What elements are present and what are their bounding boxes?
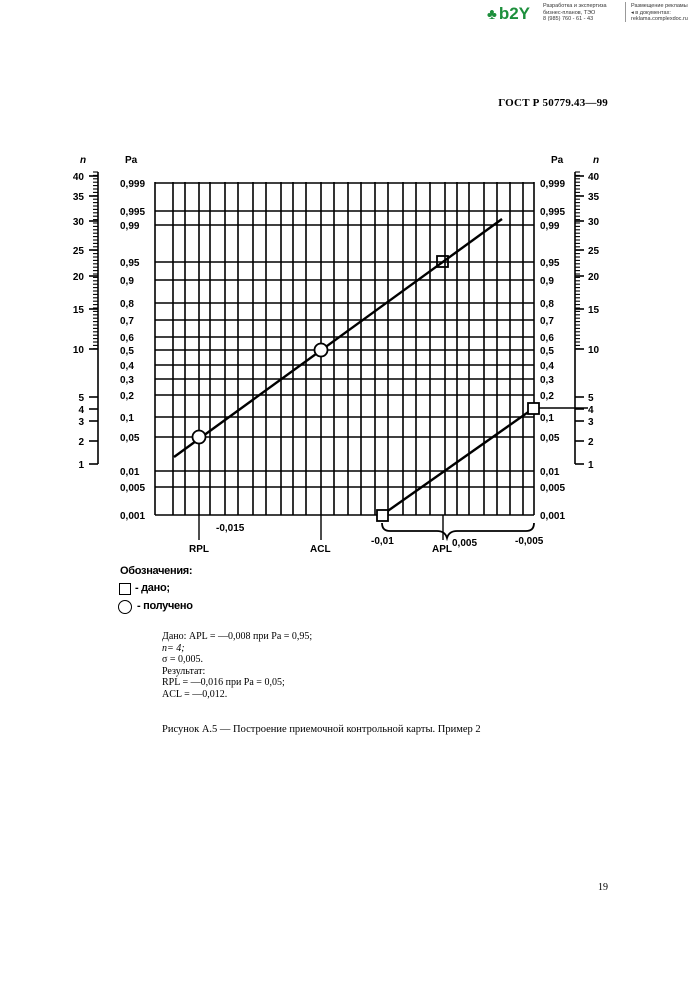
pa-label-left: 0,001 <box>120 511 146 522</box>
pa-label-right: 0,9 <box>540 276 554 287</box>
x-label-x2: 0,005 <box>452 538 478 549</box>
pa-label-left: 0,7 <box>120 316 134 327</box>
n-label-left: 25 <box>72 246 84 257</box>
left-pa-header: Pa <box>125 155 138 166</box>
n-label-right: 3 <box>588 417 594 428</box>
page-number: 19 <box>598 882 608 893</box>
n4-square-marker <box>528 403 539 414</box>
n-label-left: 4 <box>78 405 84 416</box>
x-label-x1: -0,01 <box>371 536 394 547</box>
circle-marker-icon <box>118 600 132 614</box>
n-label-right: 25 <box>588 246 600 257</box>
x-label-x3: -0,005 <box>515 536 544 547</box>
pa-label-right: 0,999 <box>540 179 566 190</box>
x-label-acl: ACL <box>310 544 331 555</box>
banner-ad-info: Размещение рекламы ◂ в документах: reklama.complexdoc.ru <box>631 3 688 22</box>
pa-label-left: 0,3 <box>120 375 134 386</box>
n-label-left: 20 <box>72 272 84 283</box>
n-label-right: 15 <box>588 305 600 316</box>
n-label-left: 30 <box>72 217 84 228</box>
pa-label-right: 0,95 <box>540 258 560 269</box>
n-label-left: 40 <box>72 172 84 183</box>
n-label-left: 1 <box>78 460 84 471</box>
n-label-left: 5 <box>78 393 84 404</box>
n-label-right: 35 <box>588 192 600 203</box>
pa-label-right: 0,001 <box>540 511 566 522</box>
pa-label-right: 0,01 <box>540 467 560 478</box>
pa-label-right: 0,1 <box>540 413 554 424</box>
pa-label-left: 0,05 <box>120 433 140 444</box>
pa-label-left: 0,4 <box>120 361 134 372</box>
legend-obtained: - получено <box>137 600 193 612</box>
x-label-apl: APL <box>432 544 452 555</box>
pa-label-left: 0,2 <box>120 391 134 402</box>
given-result-block: Дано: APL = —0,008 при Pa = 0,95; n= 4; σ = 0,005. Результат: RPL = —0,016 при Pa = 0,05; ACL = —0,012. <box>162 631 313 700</box>
pa-label-left: 0,8 <box>120 299 134 310</box>
pa-label-right: 0,4 <box>540 361 554 372</box>
n-label-right: 10 <box>588 345 600 356</box>
pa-label-right: 0,8 <box>540 299 554 310</box>
n-label-right: 4 <box>588 405 594 416</box>
square-marker-icon <box>119 583 131 595</box>
b2y-logo[interactable]: ♣ b2Y <box>487 4 531 23</box>
pa-label-left: 0,01 <box>120 467 140 478</box>
document-code: ГОСТ Р 50779.43—99 <box>498 97 608 109</box>
n-label-right: 1 <box>588 460 594 471</box>
legend-given: - дано; <box>135 582 170 594</box>
right-pa-header: Pa <box>551 155 564 166</box>
n-label-right: 20 <box>588 272 600 283</box>
pa-label-left: 0,005 <box>120 483 146 494</box>
pa-label-right: 0,005 <box>540 483 566 494</box>
n-label-left: 2 <box>78 437 84 448</box>
pa-label-right: 0,2 <box>540 391 554 402</box>
n-label-right: 2 <box>588 437 594 448</box>
n-label-left: 10 <box>72 345 84 356</box>
pa-label-left: 0,999 <box>120 179 146 190</box>
maple-leaf-icon: ♣ <box>487 6 497 23</box>
pa-label-left: 0,5 <box>120 346 134 357</box>
chevron-left-icon: ◂ <box>631 9 636 16</box>
n-label-right: 30 <box>588 217 600 228</box>
figure-caption: Рисунок А.5 — Построение приемочной контрольной карты. Пример 2 <box>162 724 481 735</box>
rpl-circle-marker <box>193 431 206 444</box>
pa-label-right: 0,7 <box>540 316 554 327</box>
pa-label-left: 0,1 <box>120 413 134 424</box>
left-n-header: n <box>80 155 87 166</box>
right-n-header: n <box>593 155 600 166</box>
legend-title: Обозначения: <box>120 565 193 577</box>
pa-label-right: 0,6 <box>540 333 554 344</box>
scale-brace <box>382 523 534 538</box>
x-label-rpl: RPL <box>189 544 209 555</box>
pa-label-right: 0,995 <box>540 207 566 218</box>
n-label-right: 5 <box>588 393 594 404</box>
n-label-left: 3 <box>78 417 84 428</box>
pa-label-right: 0,3 <box>540 375 554 386</box>
operating-line-lower <box>382 408 534 515</box>
pa-label-left: 0,995 <box>120 207 146 218</box>
banner-dev-info: Разработка и экспертиза бизнес-планов, ТЭО 8 (985) 760 - 61 - 43 <box>543 3 607 22</box>
pa-label-left: 0,6 <box>120 333 134 344</box>
pa-label-left: 0,95 <box>120 258 140 269</box>
n-label-left: 35 <box>72 192 84 203</box>
x-label-lower-scale: -0,015 <box>216 523 245 534</box>
pa-label-right: 0,99 <box>540 221 560 232</box>
pa-label-left: 0,9 <box>120 276 134 287</box>
acl-circle-marker <box>315 344 328 357</box>
n-label-right: 40 <box>588 172 600 183</box>
n-label-left: 15 <box>72 305 84 316</box>
ad-link[interactable]: reklama.complexdoc.ru <box>631 16 688 22</box>
pa-label-left: 0,99 <box>120 221 140 232</box>
x-square-marker <box>377 510 388 521</box>
operating-line-main <box>174 219 502 457</box>
pa-label-right: 0,5 <box>540 346 554 357</box>
pa-label-right: 0,05 <box>540 433 560 444</box>
